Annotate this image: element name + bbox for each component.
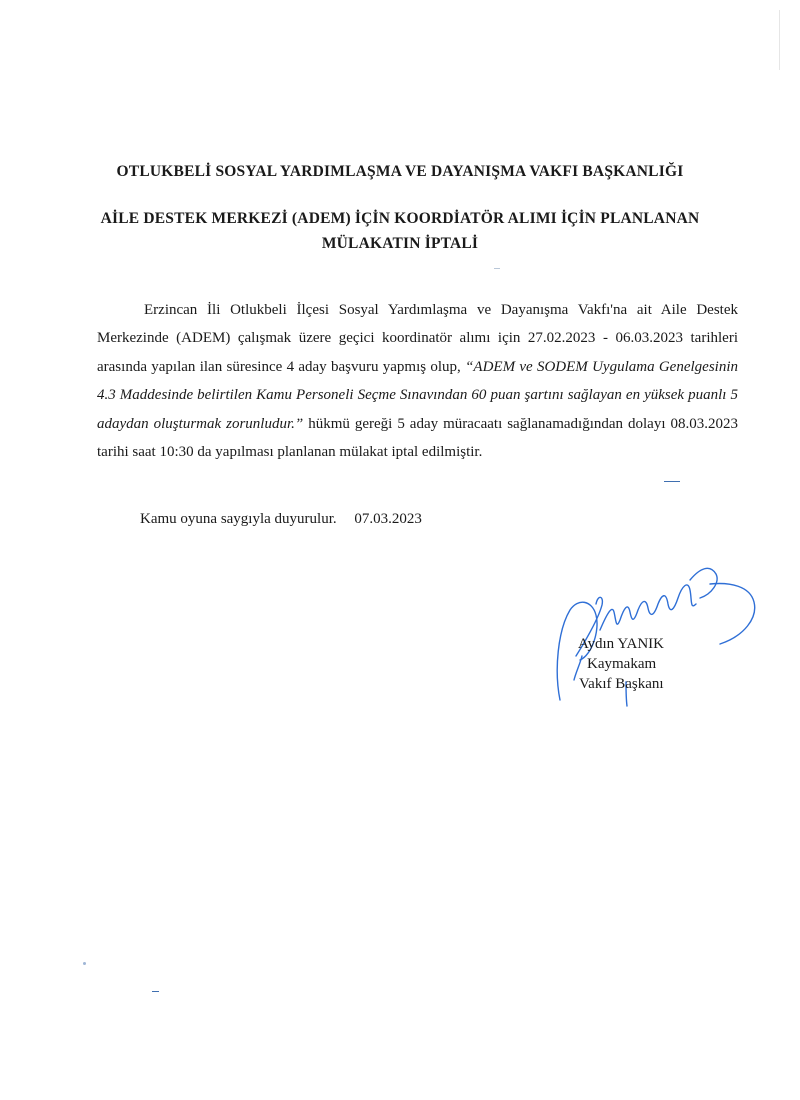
closing-date: 07.03.2023: [354, 511, 422, 527]
scan-artifact-dash: [664, 481, 680, 482]
heading-subject-line2: MÜLAKATIN İPTALİ: [321, 235, 479, 252]
heading-institution: OTLUKBELİ SOSYAL YARDIMLAŞMA VE DAYANIŞMA VAKFI BAŞKANLIĞI: [116, 163, 684, 180]
scan-artifact-dash: [494, 268, 500, 269]
heading-subject: [60, 206, 740, 256]
signatory-block: [574, 634, 664, 694]
signatory-role: Vakıf Başkanı: [579, 676, 664, 692]
heading-subject-line1: AİLE DESTEK MERKEZİ (ADEM) İÇİN KOORDİATÖR ALIMI İÇİN PLANLANAN: [100, 210, 700, 227]
announcement-paragraph: [97, 296, 738, 466]
signatory-name: Aydın YANIK: [578, 636, 664, 652]
closing-text: Kamu oyuna saygıyla duyurulur.: [140, 511, 337, 527]
paragraph-intro: Erzincan İli Otlukbeli İlçesi Sosyal Yardımlaşma ve Dayanışma Vakfı'na ait Aile Destek Merkezinde (ADEM) çalışmak üzere geçici koordinatör alımı için 27.02.2023 - 06.03.2023 tarihleri arasında yapılan ilan süresince 4 aday başvuru yapmış olup,: [97, 302, 738, 375]
scan-artifact-dash: [152, 991, 159, 992]
scan-artifact-dot: [83, 962, 86, 965]
closing-line: [140, 511, 422, 528]
scan-edge-line: [779, 10, 780, 70]
signatory-title: Kaymakam: [587, 656, 657, 672]
paragraph-conclusion: hükmü gereği 5 aday müracaatı sağlanamadığından dolayı 08.03.2023 tarihi saat 10:30 da yapılması planlanan mülakat iptal edilmiştir.: [97, 415, 738, 461]
paragraph-quote: “ADEM ve SODEM Uygulama Genelgesinin 4.3 Maddesinde belirtilen Kamu Personeli Seçme Sınavından 60 puan şartını sağlayan en yüksek puanlı 5 adaydan oluşturmak zorunludur.”: [97, 358, 738, 432]
